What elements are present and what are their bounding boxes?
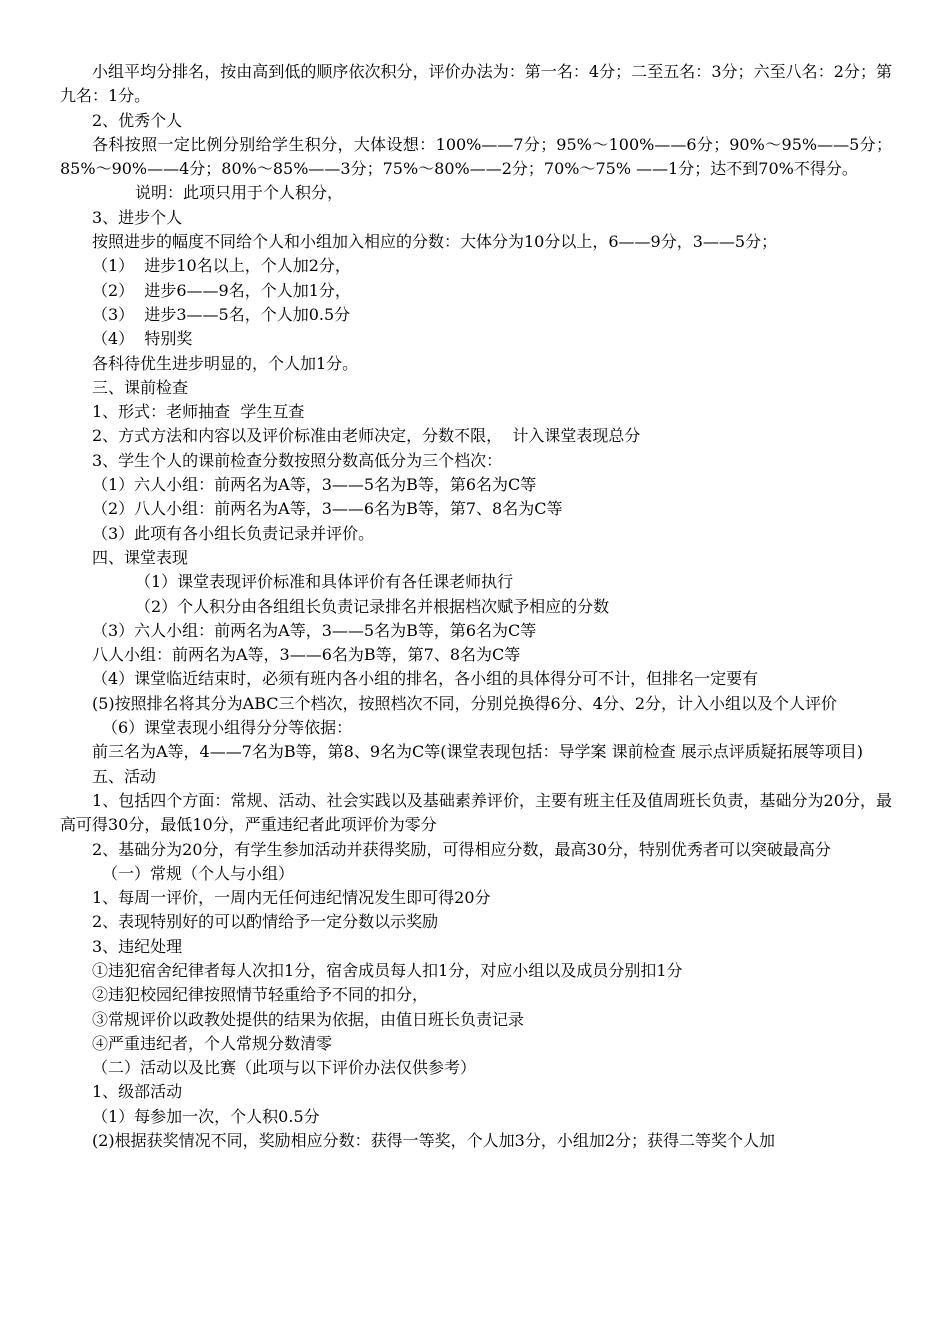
text-line: ①违犯宿舍纪律者每人次扣1分，宿舍成员每人扣1分，对应小组以及成员分别扣1分 bbox=[92, 960, 683, 980]
text-line: 1、级部活动 bbox=[92, 1082, 183, 1102]
text-line: ②违犯校园纪律按照情节轻重给予不同的扣分， bbox=[92, 985, 429, 1005]
text-line: 五、活动 bbox=[92, 766, 157, 786]
text-line: （4） 特别奖 bbox=[92, 329, 193, 349]
text-line: 2、优秀个人 bbox=[92, 110, 183, 130]
text-line: 小组平均分排名，按由高到低的顺序依次积分，评价办法为：第一名：4分；二至五名：3分；六至八名：2分；第九名：1分。 bbox=[60, 62, 892, 106]
text-line: （2）个人积分由各组组长负责记录排名并根据档次赋予相应的分数 bbox=[135, 596, 610, 616]
text-line: ③常规评价以政教处提供的结果为依据，由值日班长负责记录 bbox=[92, 1009, 525, 1029]
text-line: （2）八人小组：前两名为A等，3——6名为B等，第7、8名为C等 bbox=[92, 499, 563, 519]
text-line: (2)根据获奖情况不同，奖励相应分数：获得一等奖，个人加3分，小组加2分；获得二等奖个人加 bbox=[92, 1131, 776, 1151]
text-line: （1） 进步10名以上，个人加2分， bbox=[92, 256, 351, 276]
text-line: 1、每周一评价，一周内无任何违纪情况发生即可得20分 bbox=[92, 888, 491, 908]
text-line: 四、课堂表现 bbox=[92, 547, 189, 567]
text-line: 2、基础分为20分，有学生参加活动并获得奖励，可得相应分数，最高30分，特别优秀者可以突破最高分 bbox=[92, 839, 831, 859]
text-line: （1）课堂表现评价标准和具体评价有各任课老师执行 bbox=[135, 572, 514, 592]
text-line: 各科待优生进步明显的，个人加1分。 bbox=[92, 353, 359, 373]
text-line: 1、包括四个方面：常规、活动、社会实践以及基础素养评价，主要有班主任及值周班长负责，基础分为20分，最高可得30分，最低10分，严重违纪者此项评价为零分 bbox=[60, 790, 892, 835]
text-line: (5)按照排名将其分为ABC三个档次，按照档次不同，分别兑换得6分、4分、2分，计入小组以及个人评价 bbox=[92, 693, 838, 713]
text-line: 八人小组：前两名为A等，3——6名为B等，第7、8名为C等 bbox=[92, 645, 521, 665]
text-line: 按照进步的幅度不同给个人和小组加入相应的分数：大体分为10分以上，6——9分，3——5分； bbox=[92, 232, 778, 252]
text-line: （3）此项有各小组长负责记录并评价。 bbox=[92, 523, 375, 543]
text-line: 各科按照一定比例分别给学生积分，大体设想：100%——7分；95%～100%——6分；90%～95%——5分；85%～90%——4分；80%～85%——3分；75%～80%——2分；70%～75% ——1分；达不到70%不得分。 bbox=[60, 134, 892, 179]
text-line: 3、进步个人 bbox=[92, 207, 183, 227]
text-line: ④严重违纪者，个人常规分数清零 bbox=[92, 1033, 333, 1053]
text-line: （6）课堂表现小组得分分等依据： bbox=[102, 718, 353, 738]
text-line: 3、违纪处理 bbox=[92, 936, 183, 956]
text-line: 说明：此项只用于个人积分， bbox=[135, 183, 344, 203]
text-line: （二）活动以及比赛（此项与以下评价办法仅供参考） bbox=[92, 1058, 477, 1078]
text-line: （一）常规（个人与小组） bbox=[102, 863, 295, 883]
text-line: 三、课前检查 bbox=[92, 377, 189, 397]
text-line: 1、形式：老师抽查 学生互查 bbox=[92, 402, 305, 422]
text-line: 2、表现特别好的可以酌情给予一定分数以示奖励 bbox=[92, 912, 439, 932]
text-line: （3）六人小组：前两名为A等，3——5名为B等，第6名为C等 bbox=[92, 620, 537, 640]
text-line: （2） 进步6——9名，个人加1分， bbox=[92, 280, 351, 300]
text-line: 前三名为A等，4——7名为B等，第8、9名为C等(课堂表现包括：导学案 课前检查 展示点评质疑拓展等项目) bbox=[92, 742, 863, 762]
text-line: （1）六人小组：前两名为A等，3——5名为B等，第6名为C等 bbox=[92, 475, 537, 495]
text-line: 2、方式方法和内容以及评价标准由老师决定，分数不限， 计入课堂表现总分 bbox=[92, 426, 641, 446]
text-line: （4）课堂临近结束时，必须有班内各小组的排名，各小组的具体得分可不计，但排名一定要有 bbox=[92, 669, 759, 689]
text-line: （1）每参加一次，个人积0.5分 bbox=[92, 1106, 320, 1126]
text-line: 3、学生个人的课前检查分数按照分数高低分为三个档次： bbox=[92, 450, 503, 470]
text-line: （3） 进步3——5名，个人加0.5分 bbox=[92, 304, 351, 324]
